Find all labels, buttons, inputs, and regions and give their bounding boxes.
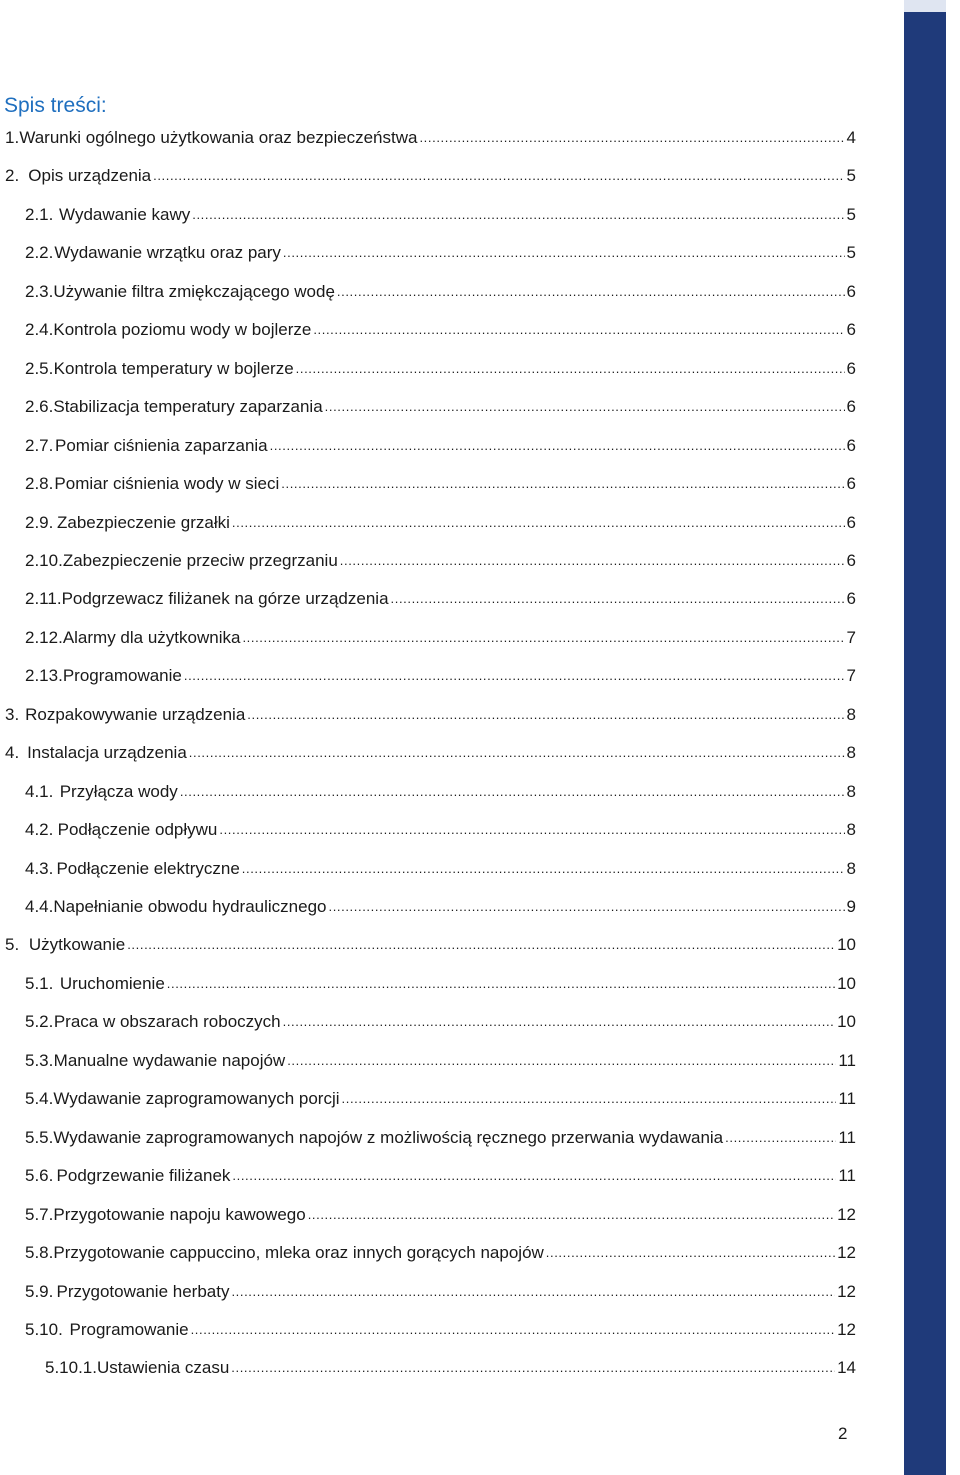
toc-entry[interactable] (25, 1164, 856, 1188)
toc-entry-page: 11 (838, 1127, 856, 1147)
toc-entry-label: Kontrola temperatury w bojlerze (53, 358, 294, 378)
toc-dot-leader (232, 510, 845, 535)
toc-dot-leader (242, 856, 845, 881)
toc-entry-page: 12 (837, 1281, 856, 1301)
toc-entry[interactable] (25, 1318, 856, 1342)
toc-entry[interactable] (5, 164, 856, 188)
toc-entry-number: 2. (5, 166, 20, 186)
toc-entry[interactable] (25, 1203, 856, 1227)
toc-dot-leader (329, 894, 845, 919)
toc-entry[interactable] (5, 126, 856, 150)
toc-entry[interactable] (25, 626, 856, 650)
toc-entry-number: 2.11. (25, 589, 62, 609)
toc-entry[interactable] (25, 895, 856, 919)
toc-entry-label: Podłączenie elektryczne (56, 858, 240, 878)
toc-entry-label: Instalacja urządzenia (27, 743, 187, 763)
toc-entry[interactable] (25, 1010, 856, 1034)
toc-entry-label: Pomiar ciśnienia zaparzania (55, 435, 268, 455)
toc-entry-page: 12 (837, 1319, 856, 1339)
toc-entry-page: 8 (846, 820, 856, 840)
toc-entry-number: 5.10. (25, 1319, 63, 1339)
toc-entry[interactable] (5, 933, 856, 957)
toc-entry-label: Podłączenie odpływu (57, 820, 218, 840)
toc-entry-page: 6 (846, 435, 856, 455)
toc-dot-leader (242, 625, 844, 650)
toc-entry[interactable] (25, 280, 856, 304)
toc-entry-page: 4 (846, 128, 856, 147)
toc-entry-number: 2.8. (25, 474, 54, 494)
toc-dot-leader (184, 663, 845, 688)
toc-entry[interactable] (25, 549, 856, 573)
toc-entry-label: Przyłącza wody (59, 781, 178, 801)
toc-entry[interactable] (25, 434, 856, 458)
toc-entry-page: 7 (846, 666, 856, 686)
toc-entry-page: 8 (846, 704, 856, 724)
toc-dot-leader (153, 163, 844, 188)
toc-entry-page: 6 (846, 281, 856, 301)
toc-entry[interactable] (25, 318, 856, 342)
toc-entry-number: 2.13. (25, 666, 63, 686)
decorative-side-bar (904, 0, 946, 1475)
toc-dot-leader (219, 817, 844, 842)
toc-entry-page: 6 (846, 397, 856, 417)
toc-dot-leader (308, 1202, 835, 1227)
toc-entry-label: Napełnianie obwodu hydraulicznego (53, 897, 327, 916)
toc-entry-page: 11 (838, 1089, 856, 1109)
toc-entry-number: 4.3. (25, 858, 54, 878)
toc-entry-label: Przygotowanie cappuccino, mleka oraz innych gorących napojów (53, 1243, 544, 1263)
toc-entry-number: 5.7. (25, 1204, 54, 1224)
toc-dot-leader (419, 125, 844, 150)
toc-entry-number: 2.7. (25, 435, 54, 455)
toc-dot-leader (231, 1279, 835, 1304)
toc-dot-leader (340, 548, 845, 573)
toc-entry-number: 4.4. (25, 897, 54, 916)
toc-entry[interactable] (25, 1049, 856, 1073)
toc-entry[interactable] (45, 1356, 856, 1380)
toc-entry-number: 2.12. (25, 627, 63, 647)
toc-entry-page: 7 (846, 627, 856, 647)
toc-entry-page: 10 (837, 1012, 856, 1032)
toc-entry[interactable] (25, 1087, 856, 1111)
toc-entry-label: Opis urządzenia (28, 166, 152, 186)
toc-entry-page: 8 (846, 781, 856, 801)
toc-dot-leader (231, 1355, 835, 1380)
toc-dot-leader (283, 1009, 835, 1034)
toc-entry-label: Używanie filtra zmiękczającego wodę (53, 281, 335, 301)
toc-entry[interactable] (25, 1280, 856, 1304)
toc-entry[interactable] (25, 857, 856, 881)
toc-entry-number: 4. (5, 743, 20, 763)
toc-entry-label: Uruchomienie (59, 973, 165, 993)
toc-entry[interactable] (25, 818, 856, 842)
toc-entry-number: 2.5. (25, 358, 54, 378)
toc-entry-number: 5.3. (25, 1050, 54, 1070)
toc-entry-number: 2.9. (25, 512, 54, 532)
toc-entry[interactable] (25, 587, 856, 611)
toc-entry-label: Wydawanie kawy (59, 204, 191, 224)
toc-dot-leader (232, 1163, 836, 1188)
toc-entry-page: 6 (846, 320, 856, 340)
toc-entry-page: 12 (837, 1243, 856, 1263)
toc-entry-page: 6 (846, 589, 856, 609)
toc-entry-page: 10 (837, 935, 856, 955)
toc-dot-leader (325, 394, 845, 419)
toc-entry-number: 2.1. (25, 204, 54, 224)
toc-entry-number: 1. (5, 128, 20, 147)
toc-dot-leader (296, 356, 845, 381)
toc-dot-leader (270, 433, 845, 458)
toc-dot-leader (391, 586, 845, 611)
toc-entry[interactable] (25, 203, 856, 227)
toc-entry[interactable] (25, 1241, 856, 1265)
toc-entry-label: Wydawanie zaprogramowanych napojów z możliwością ręcznego przerwania wydawania (53, 1127, 724, 1147)
toc-entry-label: Programowanie (69, 1319, 189, 1339)
toc-entry-number: 2.4. (25, 320, 54, 340)
toc-entry-number: 2.2. (25, 243, 54, 263)
toc-dot-leader (725, 1125, 836, 1150)
toc-entry-number: 5.4. (25, 1089, 54, 1109)
toc-entry-number: 5.2. (25, 1012, 54, 1032)
toc-dot-leader (313, 317, 844, 342)
toc-entry-page: 8 (846, 743, 856, 763)
toc-entry-number: 5.10.1. (45, 1358, 97, 1378)
toc-entry[interactable] (25, 1126, 856, 1150)
toc-dot-leader (191, 1317, 836, 1342)
toc-entry-page: 14 (837, 1358, 856, 1378)
toc-entry-number: 5.8. (25, 1243, 54, 1263)
toc-dot-leader (287, 1048, 836, 1073)
toc-entry-label: Rozpakowywanie urządzenia (25, 704, 246, 724)
toc-entry-page: 11 (838, 1050, 856, 1070)
toc-entry[interactable] (5, 741, 856, 765)
toc-entry[interactable] (5, 703, 856, 727)
toc-entry-label: Pomiar ciśnienia wody w sieci (54, 474, 280, 494)
toc-entry-label: Alarmy dla użytkownika (62, 627, 241, 647)
toc-dot-leader (247, 702, 844, 727)
toc-dot-leader (283, 240, 845, 265)
toc-entry[interactable] (25, 780, 856, 804)
toc-entry-page: 6 (846, 474, 856, 494)
toc-dot-leader (192, 202, 844, 227)
toc-entry-page: 5 (846, 204, 856, 224)
toc-entry[interactable] (25, 511, 856, 535)
toc-entry-label: Manualne wydawanie napojów (53, 1050, 286, 1070)
toc-dot-leader (337, 279, 845, 304)
toc-entry-page: 9 (846, 897, 856, 916)
page-number: 2 (838, 1424, 848, 1443)
toc-entry-label: Użytkowanie (28, 935, 126, 955)
toc-dot-leader (127, 932, 835, 957)
toc-dot-leader (167, 971, 835, 996)
toc-entry-label: Zabezpieczenie grzałki (56, 512, 230, 532)
toc-entry-label: Podgrzewacz filiżanek na górze urządzenia (61, 589, 389, 609)
toc-entry[interactable] (25, 472, 856, 496)
toc-entry-label: Stabilizacja temperatury zaparzania (53, 397, 323, 417)
toc-entry[interactable] (25, 241, 856, 265)
toc-entry-number: 2.6. (25, 397, 54, 417)
toc-dot-leader (546, 1240, 835, 1265)
toc-entry-page: 5 (846, 243, 856, 263)
toc-entry[interactable] (25, 357, 856, 381)
toc-entry-label: Praca w obszarach roboczych (53, 1012, 281, 1032)
toc-entry-number: 4.2. (25, 820, 54, 840)
toc-entry-label: Programowanie (62, 666, 182, 686)
toc-entry-number: 5. (5, 935, 20, 955)
toc-entry-page: 6 (846, 512, 856, 532)
toc-entry-label: Ustawienia czasu (97, 1358, 230, 1378)
toc-entry[interactable] (25, 395, 856, 419)
toc-entry[interactable] (25, 972, 856, 996)
toc-entry-label: Wydawanie wrzątku oraz pary (54, 243, 281, 263)
toc-entry-number: 3. (5, 704, 20, 724)
toc-entry-page: 11 (838, 1166, 856, 1186)
toc-entry-label: Podgrzewanie filiżanek (56, 1166, 231, 1186)
toc-entry-number: 5.6. (25, 1166, 54, 1186)
toc-dot-leader (189, 740, 845, 765)
toc-entry-label: Przygotowanie napoju kawowego (53, 1204, 306, 1224)
toc-dot-leader (180, 779, 845, 804)
toc-entry[interactable] (25, 664, 856, 688)
toc-dot-leader (342, 1086, 837, 1111)
toc-entry-page: 8 (846, 858, 856, 878)
toc-entry-number: 5.1. (25, 973, 54, 993)
toc-entry-number: 4.1. (25, 781, 54, 801)
toc-entry-label: Zabezpieczenie przeciw przegrzaniu (62, 550, 338, 570)
page-title: Spis treści: (4, 94, 107, 117)
toc-entry-number: 2.3. (25, 281, 54, 301)
toc-entry-page: 5 (846, 166, 856, 186)
toc-entry-number: 5.9. (25, 1281, 54, 1301)
toc-entry-page: 6 (846, 358, 856, 378)
toc-entry-label: Wydawanie zaprogramowanych porcji (53, 1089, 340, 1109)
toc-entry-page: 6 (846, 550, 856, 570)
toc-entry-label: Przygotowanie herbaty (56, 1281, 230, 1301)
toc-entry-page: 10 (837, 973, 856, 993)
toc-entry-label: Kontrola poziomu wody w bojlerze (53, 320, 312, 340)
toc-entry-number: 5.5. (25, 1127, 54, 1147)
toc-entry-number: 2.10. (25, 550, 63, 570)
toc-entry-page: 12 (837, 1204, 856, 1224)
toc-entry-label: Warunki ogólnego użytkowania oraz bezpieczeństwa (19, 128, 418, 147)
toc-dot-leader (281, 471, 844, 496)
